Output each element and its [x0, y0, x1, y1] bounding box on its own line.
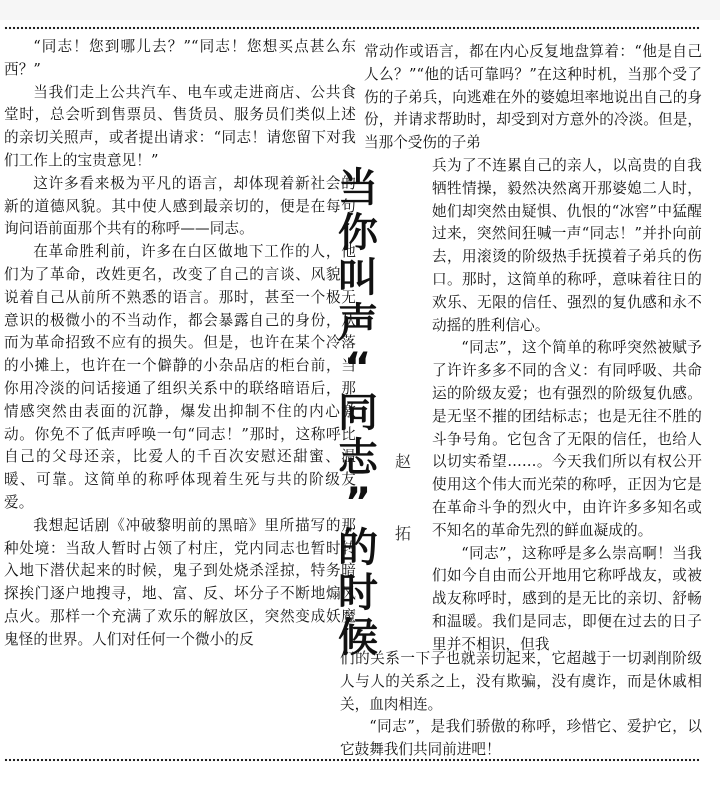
bottom-wide-text	[340, 648, 702, 762]
left-column	[4, 36, 356, 652]
top-dotted-rule	[4, 26, 700, 30]
paragraph: “同志”，这个简单的称呼突然被赋予了许许多多不同的含义：有同呼吸、共命运的阶级友爱；也有强烈的阶级复仇感。是无坚不摧的团结标志；也是无往不胜的斗争号角。它包含了无限的信任，也给人以切实希望……。今天我们所以有权公开使用这个伟大而光荣的称呼，正因为它是在革命斗争的烈火中，由许许多多知名或不知名的革命先烈的鲜血凝成的。	[432, 339, 702, 539]
paragraph: 们的关系一下子也就亲切起来，它超越于一切剥削阶级人与人的关系之上，没有欺骗，没有虞诈，而是休戚相关，血肉相连。	[340, 650, 702, 713]
paragraph: 当我们走上公共汽车、电车或走进商店、公共食堂时，总会听到售票员、售货员、服务员们类似上述的亲切关照声，或者提出请求：“同志！请您留下对我们工作上的宝贵意见！”	[4, 83, 356, 169]
paragraph: 我想起话剧《冲破黎明前的黑暗》里所描写的那种处境：当敌人暂时占领了村庄，党内同志也暂时转入地下潜伏起来的时候，鬼子到处烧杀淫掠，特务暗探挨门逐户地搜寻，地、富、反、坏分子不断地煽风点火。那样一个充满了欢乐的解放区，突然变成妖魔鬼怪的世界。人们对任何一个微小的反	[4, 516, 356, 648]
paragraph: 在革命胜利前，许多在白区做地下工作的人，他们为了革命，改姓更名，改变了自己的言谈、风貌，说着自己从前所不熟悉的语言。那时，甚至一个极无意识的极微小的不当动作，都会暴露自己的身份，从而为革命招致不应有的损失。但是，也许在某个冷落的小摊上，也许在一个僻静的小杂品店的柜台前，当你用冷淡的问话接通了组织关系中的联络暗语后，那情感突然由表面的沉静，爆发出抑制不住的内心激动。你免不了低声呼唤一句“同志！”那时，这称呼比自己的父母还亲，比爱人的千百次安慰还甜蜜、温暖、可靠。这简单的称呼体现着生死与共的阶级友爱。	[4, 243, 356, 511]
right-column	[432, 155, 702, 657]
right-top-text	[364, 41, 702, 155]
scan-edge	[0, 0, 720, 20]
paragraph: 这许多看来极为平凡的语言，却体现着新社会的新的道德风貌。其中使人感到最亲切的，便是在每句询问语前面那个共有的称呼——同志。	[4, 174, 356, 238]
article-title: 当 你 叫 声 “ 同 志 ” 的 时 候	[338, 165, 378, 661]
paragraph: 常动作或语言，都在内心反复地盘算着：“他是自己人么？”“他的话可靠吗？”在这种时机，当那个受了伤的子弟兵，向逃难在外的婆媳坦率地说出自己的身份，并请求帮助时，却受到对方意外的冷淡。但是，当那个受伤的子弟	[364, 43, 702, 152]
bottom-dotted-rule	[4, 758, 700, 762]
article-author: 赵 拓	[394, 452, 411, 543]
paragraph: “同志”，这称呼是多么崇高啊！当我们如今自由而公开地用它称呼战友，或被战友称呼时，感到的是无比的亲切、舒畅和温暖。我们是同志，即便在过去的日子里并不相识，但我	[432, 544, 702, 653]
closing-paragraph: “同志”，是我们骄傲的称呼，珍惜它、爱护它，以它鼓舞我们共同前进吧！	[340, 718, 702, 759]
paragraph: 兵为了不连累自己的亲人，以高贵的自我牺牲情操，毅然决然离开那婆媳二人时，她们却突然由疑惧、仇恨的“冰窖”中猛醒过来，突然间狂喊一声“同志！”并扑向前去，用滚烫的阶级热手抚摸着子弟兵的伤口。那时，这简单的称呼，意味着往日的欢乐、无限的信任、强烈的复仇感和永不动摇的胜利信心。	[432, 157, 702, 334]
paragraph: “同志！您到哪儿去？”“同志！您想买点甚么东西？”	[4, 38, 356, 78]
